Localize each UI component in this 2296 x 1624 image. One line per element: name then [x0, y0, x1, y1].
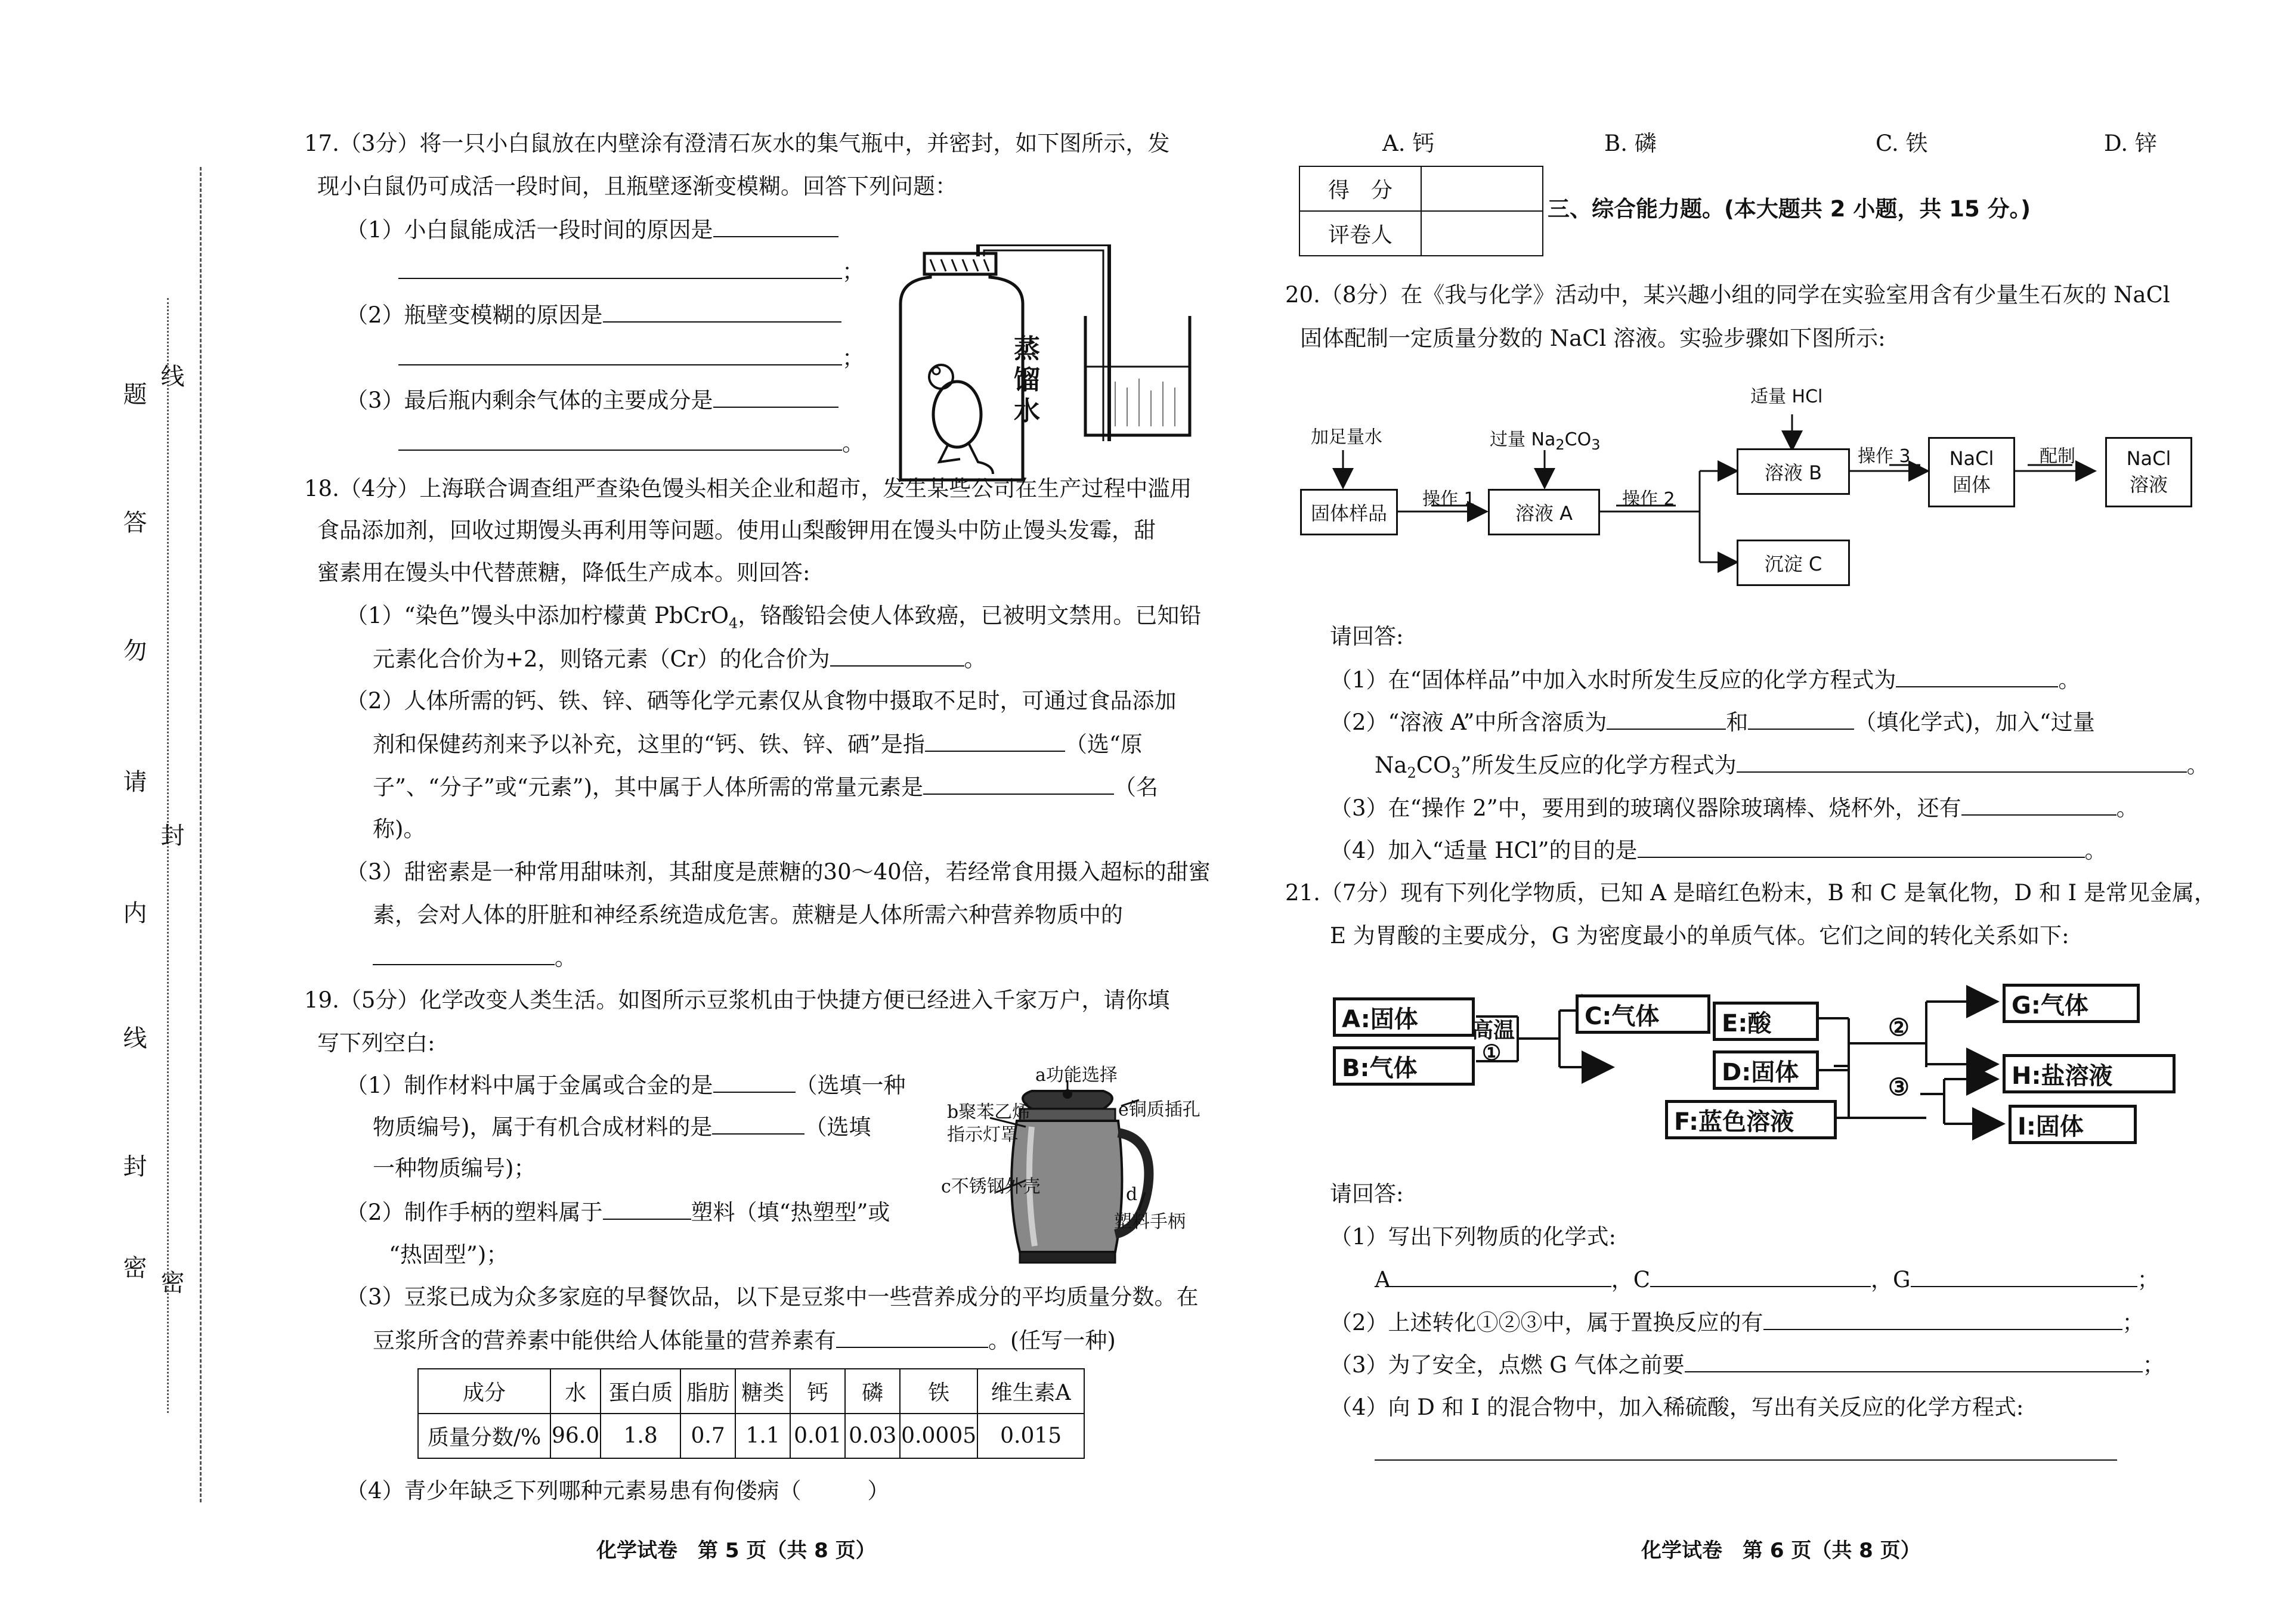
mouse-jar-figure	[889, 244, 1199, 489]
seal-line-inner	[167, 298, 169, 1413]
table-cell: 脂肪	[680, 1369, 735, 1414]
solution-b-box: 溶液 B	[1737, 448, 1850, 495]
seal-inner-1: 题	[119, 382, 147, 405]
q19-line-1: 19.（5分）化学改变人类生活。如图所示豆浆机由于快捷方便已经进入千家万户，请你填	[304, 987, 1170, 1013]
table-row	[1299, 211, 1543, 256]
score-label: 得 分	[1299, 166, 1421, 211]
q21-part-3: （3）为了安全，点燃 G 气体之前要 ；	[1330, 1352, 2165, 1378]
table-cell: 0.0005	[900, 1414, 977, 1458]
table-cell: 蛋白质	[601, 1369, 680, 1414]
q17-part-2-line: ；	[398, 344, 864, 372]
q17-stem-1: 17.（3分）将一只小白鼠放在内壁涂有澄清石灰水的集气瓶中，并密封，如下图所示，发	[304, 131, 1170, 156]
q19-part-2b: “热固型”)；	[389, 1242, 509, 1267]
table-cell: 铁	[900, 1369, 977, 1414]
q21-part-1: （1）写出下列物质的化学式:	[1330, 1224, 1617, 1250]
seal-inner-4: 请	[119, 769, 147, 793]
q18-line-3: 蜜素用在馒头中代替蔗糖，降低生产成本。则回答:	[317, 560, 810, 585]
label-d: d	[1126, 1184, 1138, 1205]
high-temp-label: 高温	[1472, 1018, 1515, 1043]
op2-label: 操作 2	[1622, 489, 1675, 510]
q17-part-3: （3）最后瓶内剩余气体的主要成分是	[346, 386, 838, 414]
node-f: F:蓝色溶液	[1665, 1100, 1837, 1139]
q19-part-1a: （1）制作材料中属于金属或合金的是 （选填一种	[346, 1073, 906, 1098]
q20-part-4: （4）加入“适量 HCl”的目的是 。	[1330, 838, 2107, 863]
q18-part-2c: 子”、“分子”或“元素”)，其中属于人体所需的常量元素是 （名	[373, 774, 1159, 800]
node-b: B:气体	[1333, 1046, 1475, 1086]
seal-line-outer	[200, 167, 202, 1502]
q20-part-1: （1）在“固体样品”中加入水时所发生反应的化学方程式为 。	[1330, 667, 2081, 693]
footer-right: 化学试卷 第 6 页（共 8 页）	[1641, 1539, 1921, 1563]
score-box	[1299, 166, 1543, 256]
seal-outer-3: 密	[157, 1270, 184, 1294]
q19-part-1c: 一种物质编号)；	[373, 1155, 536, 1181]
label-b-lamp: 指示灯罩	[947, 1124, 1019, 1145]
node-c: C:气体	[1576, 994, 1710, 1034]
option-d: D. 锌	[2104, 131, 2157, 156]
q18-part-2d: 称)。	[373, 816, 426, 842]
section-3-title: 三、综合能力题。(本大题共 2 小题，共 15 分。)	[1548, 196, 2031, 222]
q18-part-1a: （1）“染色”馒头中添加柠檬黄 PbCrO$_4$，铬酸铅会使人体致癌，已被明文禁用。已知铅	[346, 603, 1202, 632]
footer-left: 化学试卷 第 5 页（共 8 页）	[596, 1539, 876, 1563]
q18-line-2: 食品添加剂，回收过期馒头再利用等问题。使用山梨酸钾用在馒头中防止馒头发霉，甜	[317, 517, 1156, 543]
q20-part-2b: $Na_2CO_3$”所发生反应的化学方程式为 。	[1375, 752, 2209, 782]
node-a: A:固体	[1333, 997, 1475, 1037]
seal-inner-3: 勿	[119, 638, 147, 662]
q21-part-4: （4）向 D 和 I 的混合物中，加入稀硫酸，写出有关反应的化学方程式:	[1330, 1394, 2024, 1420]
option-b: B. 磷	[1604, 131, 1657, 156]
nacl-solution-box: NaCl 溶液	[2105, 437, 2192, 507]
grader-field[interactable]	[1421, 211, 1543, 256]
q21-part-2: （2）上述转化①②③中，属于置换反应的有 ；	[1330, 1310, 2145, 1335]
seal-outer-1: 线	[157, 364, 184, 388]
table-cell: 1.8	[601, 1414, 680, 1458]
table-cell: 水	[550, 1369, 601, 1414]
node-e: E:酸	[1713, 1002, 1819, 1041]
node-d: D:固体	[1713, 1050, 1819, 1090]
q19-part-4: （4）青少年缺乏下列哪种元素易患有佝偻病（ ）	[346, 1478, 890, 1504]
node-i: I:固体	[2009, 1105, 2137, 1144]
add-na2co3-label: 过量 $Na_2CO_3$	[1490, 429, 1601, 453]
q19-part-1b: 物质编号)，属于有机合成材料的是 （选填	[373, 1114, 871, 1140]
q19-part-2a: （2）制作手柄的塑料属于 塑料（填“热塑型”或	[346, 1200, 890, 1225]
option-a: A. 钙	[1382, 131, 1435, 156]
label-d-handle: 塑料手柄	[1114, 1211, 1186, 1232]
q19-part-3a: （3）豆浆已成为众多家庭的早餐饮品，以下是豆浆中一些营养成分的平均质量分数。在	[346, 1284, 1199, 1310]
score-field[interactable]	[1421, 166, 1543, 211]
table-cell: 1.1	[735, 1414, 790, 1458]
seal-inner-2: 答	[119, 510, 147, 534]
q20-part-2a: （2）“溶液 A”中所含溶质为 和 （填化学式)，加入“过量	[1330, 709, 2095, 735]
q17-part-2: （2）瓶壁变模糊的原因是	[346, 301, 841, 329]
table-row	[418, 1369, 1084, 1414]
table-row	[418, 1414, 1084, 1458]
solid-sample-box: 固体样品	[1300, 489, 1398, 535]
q21-part-1-fill: A ，C ，G ；	[1375, 1267, 2159, 1293]
add-hcl-label: 适量 HCl	[1750, 386, 1823, 407]
label-c-steel: c不锈钢外壳	[941, 1176, 1041, 1197]
q18-part-3c: 。	[373, 944, 577, 972]
q20-part-3: （3）在“操作 2”中，要用到的玻璃仪器除玻璃棒、烧杯外，还有 。	[1330, 795, 2139, 821]
q18-line-1: 18.（4分）上海联合调查组严查染色馒头相关企业和超市，发生某些公司在生产过程中滥用	[304, 476, 1192, 501]
q20-line-2: 固体配制一定质量分数的 NaCl 溶液。实验步骤如下图所示:	[1300, 326, 1886, 351]
nacl-solid-box: NaCl 固体	[1928, 437, 2015, 507]
table-row	[1299, 166, 1543, 211]
op1-label: 操作 1	[1422, 489, 1475, 510]
table-cell: 0.7	[680, 1414, 735, 1458]
q17-part-3-line: 。	[398, 429, 864, 457]
seal-inner-7: 封	[119, 1154, 147, 1177]
table-cell: 0.01	[790, 1414, 845, 1458]
q21-line-1: 21.（7分）现有下列化学物质，已知 A 是暗红色粉末，B 和 C 是氧化物，D 和 I 是常见金属，	[1285, 880, 2216, 906]
table-cell: 0.015	[977, 1414, 1084, 1458]
q18-part-2b: 剂和保健药剂来予以补充，这里的“钙、铁、锌、硒”是指 （选“原	[373, 732, 1143, 757]
q20-ask: 请回答:	[1330, 624, 1404, 649]
table-cell: 质量分数/%	[418, 1414, 550, 1458]
table-cell: 钙	[790, 1369, 845, 1414]
q21-line-2: E 为胃酸的主要成分，G 为密度最小的单质气体。它们之间的转化关系如下:	[1330, 923, 2069, 949]
label-e-copper: e铜质插孔	[1118, 1099, 1200, 1120]
option-c: C. 铁	[1876, 131, 1928, 156]
table-cell: 0.03	[845, 1414, 900, 1458]
q19-part-3b: 豆浆所含的营养素中能供给人体能量的营养素有 。(任写一种)	[373, 1328, 1116, 1353]
q17-part-1-line: ；	[398, 258, 864, 286]
seal-inner-8: 密	[119, 1255, 147, 1279]
q18-part-3b: 素，会对人体的肝脏和神经系统造成危害。蔗糖是人体所需六种营养物质中的	[373, 902, 1123, 928]
seal-outer-2: 封	[157, 823, 184, 847]
table-cell: 磷	[845, 1369, 900, 1414]
q21-ask: 请回答:	[1330, 1181, 1404, 1207]
q18-part-1b: 元素化合价为+2，则铬元素（Cr）的化合价为 。	[373, 646, 986, 672]
reaction-2-label: ②	[1888, 1014, 1910, 1042]
q21-part-4-answer-line	[1375, 1459, 2117, 1461]
label-a-function: a功能选择	[1035, 1065, 1118, 1086]
q19-line-2: 写下列空白:	[317, 1030, 435, 1056]
label-b-polystyrene: b聚苯乙烯	[947, 1102, 1031, 1123]
distilled-water-label: 蒸 馏 水	[1014, 334, 1040, 426]
reaction-3-label: ③	[1888, 1073, 1910, 1101]
q17-part-1: （1）小白鼠能成活一段时间的原因是	[346, 216, 838, 244]
table-cell: 糖类	[735, 1369, 790, 1414]
table-cell: 成分	[418, 1369, 550, 1414]
solution-a-box: 溶液 A	[1488, 489, 1600, 535]
table-cell: 96.0	[550, 1414, 601, 1458]
prepare-label: 配制	[2040, 446, 2075, 467]
q18-part-2a: （2）人体所需的钙、铁、锌、硒等化学元素仅从食物中摄取不足时，可通过食品添加	[346, 688, 1177, 714]
node-h: H:盐溶液	[2003, 1054, 2176, 1093]
precipitate-c-box: 沉淀 C	[1737, 540, 1850, 586]
add-water-label: 加足量水	[1311, 427, 1382, 448]
seal-inner-5: 内	[119, 900, 147, 924]
seal-inner-6: 线	[119, 1025, 147, 1049]
op3-label: 操作 3	[1858, 446, 1911, 467]
node-g: G:气体	[2003, 984, 2140, 1023]
nutrition-table	[417, 1368, 1085, 1459]
reaction-1-label: ①	[1482, 1040, 1502, 1065]
q17-stem-2: 现小白鼠仍可成活一段时间，且瓶壁逐渐变模糊。回答下列问题：	[317, 173, 957, 199]
grader-label: 评卷人	[1299, 211, 1421, 256]
q20-line-1: 20.（8分）在《我与化学》活动中，某兴趣小组的同学在实验室用含有少量生石灰的 NaCl	[1285, 282, 2170, 308]
q18-part-3a: （3）甜密素是一种常用甜味剂，其甜度是蔗糖的30～40倍，若经常食用摄入超标的甜蜜	[346, 859, 1211, 885]
table-cell: 维生素A	[977, 1369, 1084, 1414]
